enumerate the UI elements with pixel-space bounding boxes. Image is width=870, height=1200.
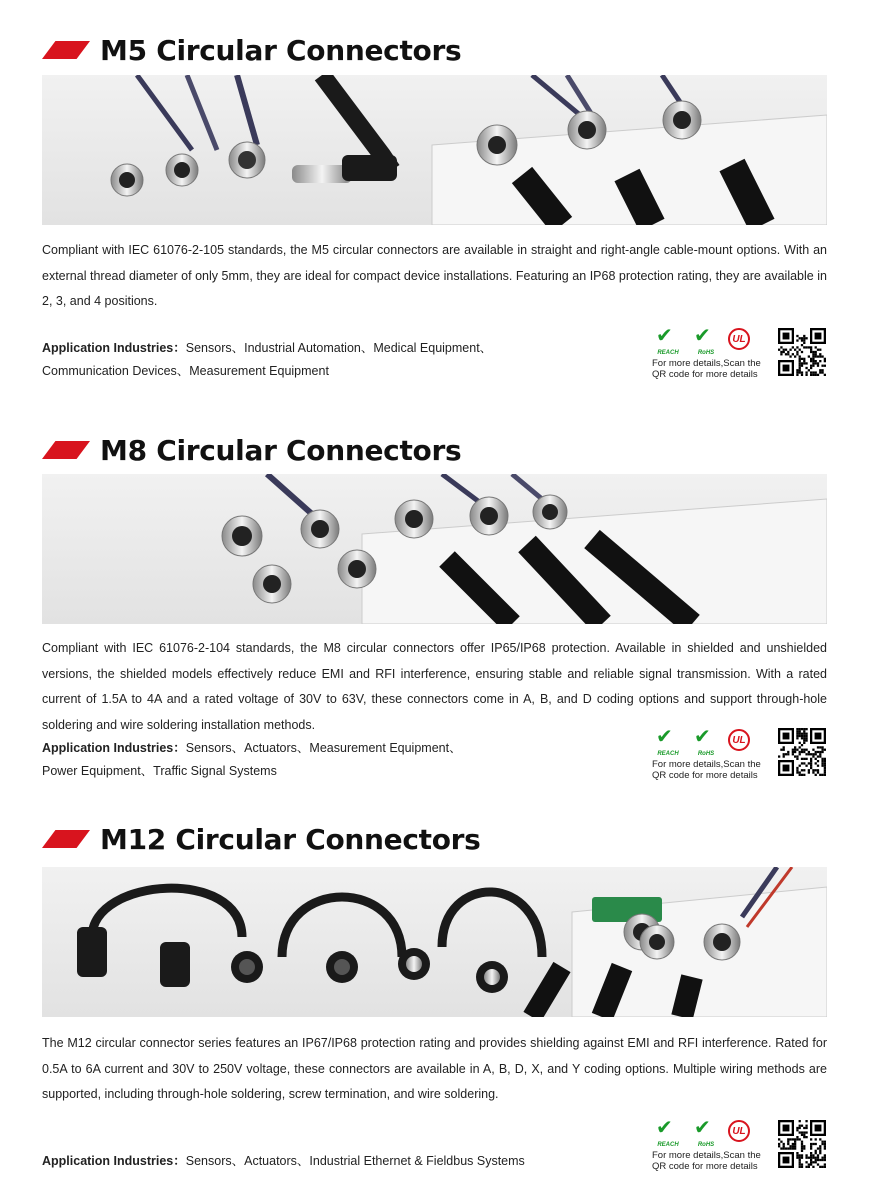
applications-line: Communication Devices、Measurement Equipment bbox=[42, 364, 329, 378]
product-photo-m12 bbox=[42, 867, 827, 1017]
product-photo-m8 bbox=[42, 474, 827, 624]
applications-label: Application Industries： bbox=[42, 1154, 186, 1168]
ul-mark-icon: UL bbox=[728, 1120, 750, 1142]
certifications bbox=[652, 1118, 764, 1172]
reach-check-icon: ✔ REACH bbox=[656, 325, 679, 356]
product-photo-m5 bbox=[42, 75, 827, 225]
applications-label: Application Industries： bbox=[42, 741, 186, 755]
qr-code-icon[interactable] bbox=[778, 328, 826, 376]
section-description: Compliant with IEC 61076-2-104 standards, the M8 circular connectors offer IP65/IP68 protection. Available in shielded and unshielded versions, the shielded models effectively reduce EMI and RFI interference, ensuring stable and reliable signal transmission. With a rated current of 1.5A to 4A and a rated voltage of 30V to 63V, these connectors come in A, B, and D coding options and support through-hole soldering and wire soldering installation methods. bbox=[42, 641, 827, 732]
red-parallelogram-icon bbox=[42, 830, 90, 848]
applications-label: Application Industries： bbox=[42, 341, 186, 355]
application-industries bbox=[42, 737, 462, 783]
application-industries bbox=[42, 1150, 525, 1173]
section-title: M8 Circular Connectors bbox=[100, 433, 462, 467]
applications-line: Sensors、Actuators、Industrial Ethernet & Fieldbus Systems bbox=[185, 1154, 525, 1168]
rohs-check-icon: ✔ RoHS bbox=[694, 1117, 715, 1148]
section-title: M5 Circular Connectors bbox=[100, 33, 462, 67]
ul-mark-icon: UL bbox=[728, 729, 750, 751]
applications-line: Sensors、Actuators、Measurement Equipment、 bbox=[185, 741, 462, 755]
reach-check-icon: ✔ REACH bbox=[656, 726, 679, 757]
certifications bbox=[652, 326, 764, 380]
applications-line: Sensors、Industrial Automation、Medical Equipment、 bbox=[185, 341, 493, 355]
applications-line: Power Equipment、Traffic Signal Systems bbox=[42, 764, 277, 778]
certifications bbox=[652, 727, 764, 781]
scan-instructions: For more details,Scan the QR code for more details bbox=[652, 759, 761, 781]
section-title: M12 Circular Connectors bbox=[100, 822, 481, 856]
section-heading bbox=[42, 819, 481, 859]
red-parallelogram-icon bbox=[42, 441, 90, 459]
rohs-check-icon: ✔ RoHS bbox=[694, 325, 715, 356]
scan-instructions: For more details,Scan the QR code for more details bbox=[652, 1150, 761, 1172]
section-heading bbox=[42, 430, 461, 470]
section-description: Compliant with IEC 61076-2-105 standards, the M5 circular connectors are available in straight and right-angle cable-mount options. With an external thread diameter of only 5mm, they are ideal for compact device installations. Featuring an IP68 protection rating, they are available in 2, 3, and 4 positions. bbox=[42, 243, 827, 308]
section-heading bbox=[42, 30, 461, 70]
application-industries bbox=[42, 337, 492, 383]
scan-instructions: For more details,Scan the QR code for more details bbox=[652, 358, 761, 380]
reach-check-icon: ✔ REACH bbox=[656, 1117, 679, 1148]
section-description: The M12 circular connector series features an IP67/IP68 protection rating and provides shielding against EMI and RFI interference. Rated for 0.5A to 6A current and 30V to 250V voltage, these connectors are available in A, B, D, X, and Y coding options. Multiple wiring methods are supported, including through-hole soldering, screw termination, and wire soldering. bbox=[42, 1036, 827, 1101]
qr-code-icon[interactable] bbox=[778, 728, 826, 776]
rohs-check-icon: ✔ RoHS bbox=[694, 726, 715, 757]
ul-mark-icon: UL bbox=[728, 328, 750, 350]
qr-code-icon[interactable] bbox=[778, 1120, 826, 1168]
red-parallelogram-icon bbox=[42, 41, 90, 59]
